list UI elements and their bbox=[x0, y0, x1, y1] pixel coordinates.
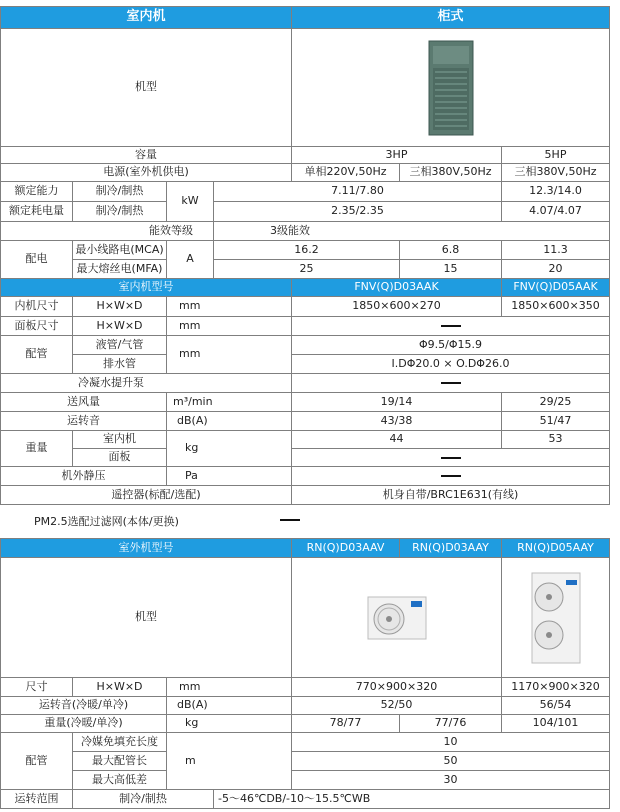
drain-pump-value bbox=[292, 374, 610, 393]
range-label: 运转范围 bbox=[0, 790, 73, 809]
outdoor-size-2: 1170×900×320 bbox=[502, 678, 610, 697]
outdoor-piping-unit: m bbox=[167, 733, 292, 790]
rated-power-3hp: 2.35/2.35 bbox=[214, 202, 502, 222]
liquid-gas-value: Φ9.5/Φ15.9 bbox=[292, 336, 610, 355]
rated-power-5hp: 4.07/4.07 bbox=[502, 202, 610, 222]
rated-power-mode: 制冷/制热 bbox=[73, 202, 167, 222]
mfa-1: 25 bbox=[214, 260, 400, 279]
outdoor-model-no-label: 室外机型号 bbox=[0, 538, 292, 558]
liquid-gas-label: 液管/气管 bbox=[73, 336, 167, 355]
esp-label: 机外静压 bbox=[0, 467, 167, 486]
indoor-model-no-label: 室内机型号 bbox=[0, 279, 292, 297]
esp-unit: Pa bbox=[167, 467, 292, 486]
kw-unit: kW bbox=[167, 182, 214, 222]
weight-panel-label: 面板 bbox=[73, 449, 167, 467]
wiring-label: 配电 bbox=[0, 241, 73, 279]
capacity-3hp: 3HP bbox=[292, 147, 502, 164]
outdoor-unit-picture bbox=[367, 596, 427, 640]
max-height-value: 30 bbox=[292, 771, 610, 790]
energy-label: 能效等级 bbox=[0, 222, 214, 241]
panel-size-label: 面板尺寸 bbox=[0, 317, 73, 336]
panel-size-unit: mm bbox=[167, 317, 292, 336]
weight-indoor-label: 室内机 bbox=[73, 431, 167, 449]
outdoor-model-label: 机型 bbox=[0, 558, 292, 678]
panel-size-hwd: H×W×D bbox=[73, 317, 167, 336]
outdoor-size-unit: mm bbox=[167, 678, 292, 697]
cabinet-unit-picture bbox=[428, 40, 474, 136]
outdoor-weight-3: 104/101 bbox=[502, 715, 610, 733]
outdoor-noise-label: 运转音(冷暖/单冷) bbox=[0, 697, 167, 715]
rated-capacity-5hp: 12.3/14.0 bbox=[502, 182, 610, 202]
mca-1: 16.2 bbox=[214, 241, 400, 260]
indoor-model-no-2: FNV(Q)D05AAK bbox=[502, 279, 610, 297]
max-height-label: 最大高低差 bbox=[73, 771, 167, 790]
header-indoor-unit: 室内机 bbox=[0, 6, 292, 29]
indoor-size-2: 1850×600×350 bbox=[502, 297, 610, 317]
range-mode: 制冷/制热 bbox=[73, 790, 214, 809]
capacity-5hp: 5HP bbox=[502, 147, 610, 164]
indoor-noise-label: 运转音 bbox=[0, 412, 167, 431]
piping-unit: mm bbox=[167, 336, 292, 374]
header-cabinet: 柜式 bbox=[292, 6, 610, 29]
outdoor-unit-image-small bbox=[292, 558, 502, 678]
power-3ph-b: 三相380V,50Hz bbox=[502, 164, 610, 182]
indoor-piping-label: 配管 bbox=[0, 336, 73, 374]
outdoor-weight-1: 78/77 bbox=[292, 715, 400, 733]
indoor-size-unit: mm bbox=[167, 297, 292, 317]
indoor-size-hwd: H×W×D bbox=[73, 297, 167, 317]
mfa-label: 最大熔丝电(MFA) bbox=[73, 260, 167, 279]
not-applicable-dash bbox=[280, 519, 300, 521]
weight-unit: kg bbox=[167, 431, 292, 467]
indoor-model-no-1: FNV(Q)D03AAK bbox=[292, 279, 502, 297]
outdoor-weight-2: 77/76 bbox=[400, 715, 502, 733]
not-applicable-dash bbox=[441, 457, 461, 459]
indoor-size-1: 1850×600×270 bbox=[292, 297, 502, 317]
outdoor-noise-1: 52/50 bbox=[292, 697, 502, 715]
energy-value: 3级能效 bbox=[214, 222, 610, 241]
outdoor-model-no-3: RN(Q)D05AAY bbox=[502, 538, 610, 558]
outdoor-unit-image-large bbox=[502, 558, 610, 678]
mfa-2: 15 bbox=[400, 260, 502, 279]
airflow-label: 送风量 bbox=[0, 393, 167, 412]
indoor-unit-image bbox=[292, 29, 610, 147]
pm25-value bbox=[280, 513, 300, 527]
rated-capacity-3hp: 7.11/7.80 bbox=[214, 182, 502, 202]
outdoor-weight-unit: kg bbox=[167, 715, 292, 733]
capacity-label: 容量 bbox=[0, 147, 292, 164]
mca-3: 11.3 bbox=[502, 241, 610, 260]
drain-label: 排水管 bbox=[73, 355, 167, 374]
refill-value: 10 bbox=[292, 733, 610, 752]
indoor-noise-2: 51/47 bbox=[502, 412, 610, 431]
outdoor-piping-label: 配管 bbox=[0, 733, 73, 790]
outdoor-noise-unit: dB(A) bbox=[167, 697, 292, 715]
airflow-1: 19/14 bbox=[292, 393, 502, 412]
drain-value: I.DΦ20.0 × O.DΦ26.0 bbox=[292, 355, 610, 374]
outdoor-weight-label: 重量(冷暖/单冷) bbox=[0, 715, 167, 733]
rated-capacity-label: 额定能力 bbox=[0, 182, 73, 202]
remote-label: 遥控器(标配/选配) bbox=[0, 486, 292, 505]
outdoor-model-no-1: RN(Q)D03AAV bbox=[292, 538, 400, 558]
outdoor-size-hwd: H×W×D bbox=[73, 678, 167, 697]
amp-unit: A bbox=[167, 241, 214, 279]
range-value: -5～46℃DB/-10～15.5℃WB bbox=[214, 790, 610, 809]
power-3ph-a: 三相380V,50Hz bbox=[400, 164, 502, 182]
airflow-2: 29/25 bbox=[502, 393, 610, 412]
not-applicable-dash bbox=[441, 382, 461, 384]
max-length-value: 50 bbox=[292, 752, 610, 771]
rated-power-label: 额定耗电量 bbox=[0, 202, 73, 222]
refill-label: 冷媒免填充长度 bbox=[73, 733, 167, 752]
remote-value: 机身自带/BRC1E631(有线) bbox=[292, 486, 610, 505]
outdoor-noise-2: 56/54 bbox=[502, 697, 610, 715]
mca-label: 最小线路电(MCA) bbox=[73, 241, 167, 260]
outdoor-unit-picture bbox=[531, 572, 581, 664]
mfa-3: 20 bbox=[502, 260, 610, 279]
esp-value bbox=[292, 467, 610, 486]
not-applicable-dash bbox=[441, 475, 461, 477]
weight-indoor-1: 44 bbox=[292, 431, 502, 449]
mca-2: 6.8 bbox=[400, 241, 502, 260]
power-label: 电源(室外机供电) bbox=[0, 164, 292, 182]
indoor-model-label: 机型 bbox=[0, 29, 292, 147]
outdoor-model-no-2: RN(Q)D03AAY bbox=[400, 538, 502, 558]
drain-pump-label: 冷凝水提升泵 bbox=[0, 374, 292, 393]
airflow-unit: m³/min bbox=[167, 393, 292, 412]
panel-size-value bbox=[292, 317, 610, 336]
indoor-noise-1: 43/38 bbox=[292, 412, 502, 431]
max-length-label: 最大配管长 bbox=[73, 752, 167, 771]
weight-panel-value bbox=[292, 449, 610, 467]
not-applicable-dash bbox=[441, 325, 461, 327]
indoor-weight-label: 重量 bbox=[0, 431, 73, 467]
pm25-label: PM2.5选配过滤网(本体/更换) bbox=[34, 515, 179, 528]
rated-capacity-mode: 制冷/制热 bbox=[73, 182, 167, 202]
indoor-size-label: 内机尺寸 bbox=[0, 297, 73, 317]
indoor-noise-unit: dB(A) bbox=[167, 412, 292, 431]
weight-indoor-2: 53 bbox=[502, 431, 610, 449]
power-1ph: 单相220V,50Hz bbox=[292, 164, 400, 182]
outdoor-size-1: 770×900×320 bbox=[292, 678, 502, 697]
outdoor-size-label: 尺寸 bbox=[0, 678, 73, 697]
